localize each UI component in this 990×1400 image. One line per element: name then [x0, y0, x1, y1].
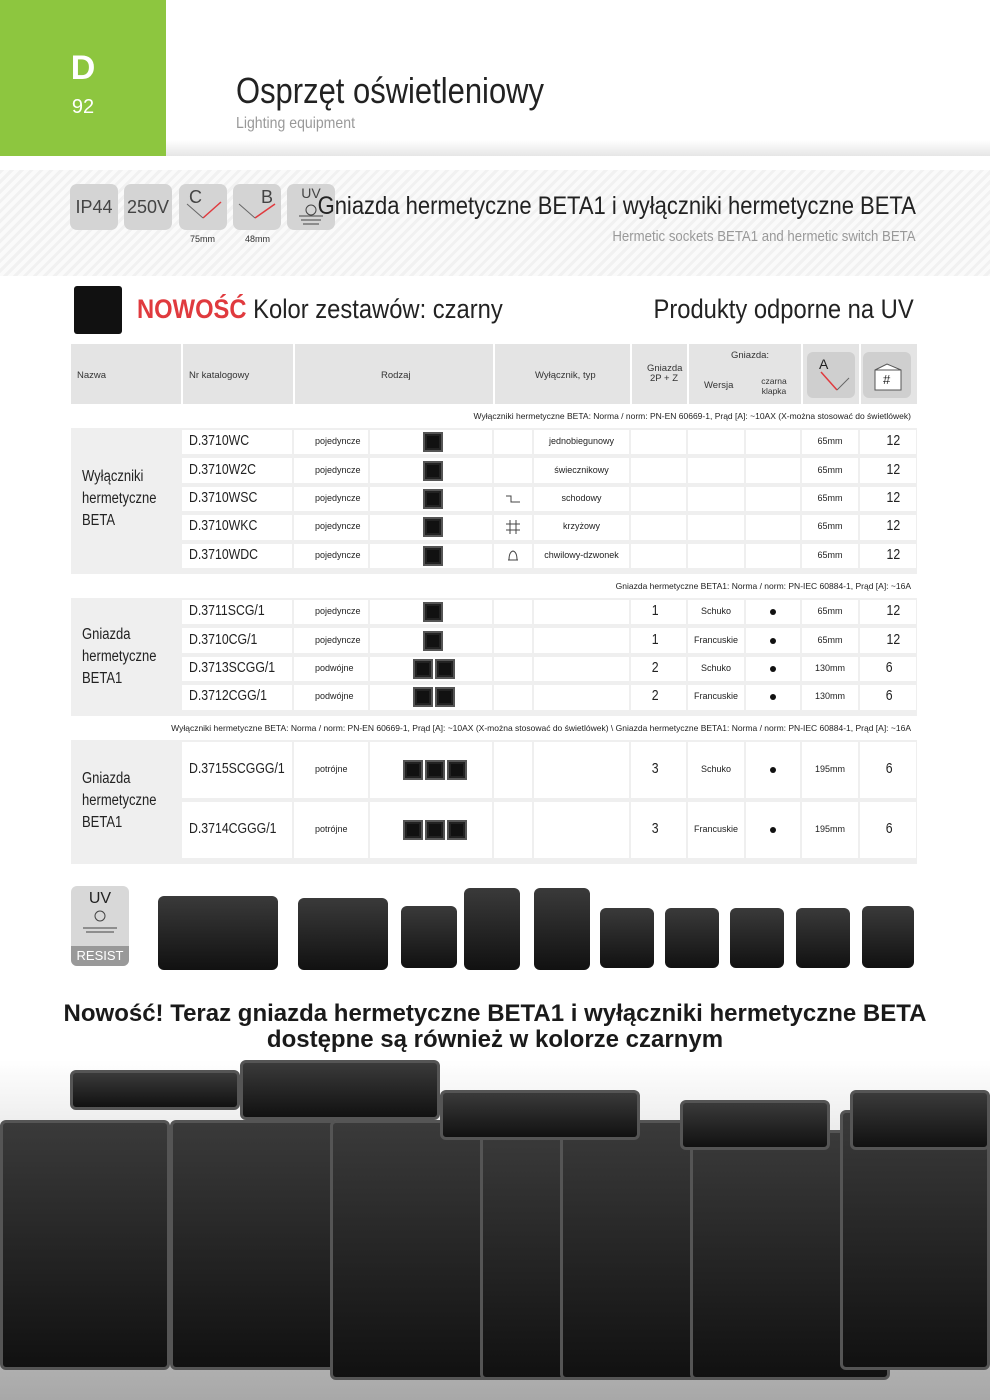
table-cell	[746, 487, 800, 511]
product-image	[862, 906, 914, 968]
kind-label: pojedyncze	[315, 464, 361, 475]
kind-label: pojedyncze	[315, 492, 361, 503]
group-name-line: Gniazda	[82, 770, 131, 787]
kind-label: pojedyncze	[315, 606, 361, 617]
table-cell	[631, 515, 686, 539]
table-cell	[688, 430, 744, 454]
group-name-line: Gniazda	[82, 626, 131, 643]
table-cell	[494, 628, 532, 652]
package-hash: #	[883, 372, 891, 387]
catalog-number: D.3715SCGGG/1	[189, 760, 285, 777]
table-cell	[746, 544, 800, 568]
a-label: A	[819, 356, 829, 372]
product-thumbnail	[447, 820, 467, 840]
page-title: Osprzęt oświetleniowy	[236, 70, 545, 111]
dimension-a-icon	[807, 352, 855, 398]
package-qty: 12	[886, 602, 901, 620]
product-image	[600, 908, 654, 968]
table-cell	[494, 802, 532, 858]
section-tab	[0, 0, 166, 156]
ip44-badge: IP44	[70, 184, 118, 230]
norm-note-combined: Wyłączniki hermetyczne BETA: Norma / norm: PN-EN 60669-1, Prąd [A]: ~10AX (X-można stosować do świetlówek) \ Gniazda hermetyczne BETA1: Norma / norm: PN-IEC 60884-1, Prąd [A]: ~16A	[171, 723, 911, 733]
package-qty: 12	[886, 630, 901, 648]
table-cell	[494, 458, 532, 482]
catalog-number: D.3714CGGG/1	[189, 820, 277, 837]
package-qty: 6	[885, 658, 893, 676]
socket-version: Schuko	[700, 662, 732, 673]
group-name-line: hermetyczne	[82, 648, 157, 665]
product-thumbnail	[423, 602, 443, 622]
catalog-number: D.3710WSC	[189, 488, 258, 506]
switch-type: schodowy	[561, 492, 602, 503]
dimension: 65mm	[817, 521, 843, 532]
package-icon	[863, 352, 911, 398]
socket-count: 2	[651, 687, 659, 705]
photo-socket	[240, 1060, 440, 1120]
table-cell	[688, 515, 744, 539]
socket-count: 1	[651, 602, 659, 620]
col-switch: Wyłącznik, typ	[535, 370, 596, 381]
table-cell	[631, 430, 686, 454]
norm-note-sockets: Gniazda hermetyczne BETA1: Norma / norm: PN-IEC 60884-1, Prąd [A]: ~16A	[615, 581, 911, 591]
flap-dot	[770, 638, 776, 644]
kind-label: potrójne	[315, 764, 348, 774]
uv-label: UV	[301, 185, 321, 201]
socket-count: 3	[651, 760, 659, 777]
dimension: 65mm	[817, 464, 843, 475]
product-image	[665, 908, 719, 968]
socket-version: Francuskie	[693, 824, 738, 834]
catalog-number: D.3710WKC	[189, 517, 258, 535]
product-thumbnail	[403, 820, 423, 840]
product-thumbnail	[423, 461, 443, 481]
product-thumbnail	[413, 687, 433, 707]
group-name-line: BETA1	[82, 670, 123, 687]
table-cell	[494, 685, 532, 709]
uv-badge-bottom: RESIST	[71, 946, 129, 966]
product-image	[298, 898, 388, 970]
flap-dot	[770, 666, 776, 672]
product-thumbnail	[423, 517, 443, 537]
table-row	[71, 485, 917, 513]
group-name-line: BETA	[82, 512, 116, 529]
product-image	[158, 896, 278, 970]
table-cell	[534, 600, 629, 624]
catalog-number: D.3710WDC	[189, 545, 259, 563]
table-cell	[494, 600, 532, 624]
group-name-line: Wyłączniki	[82, 468, 144, 485]
table-cell	[746, 458, 800, 482]
band-subtitle: Hermetic sockets BETA1 and hermetic switch BETA	[612, 228, 916, 245]
b-caption: 48mm	[245, 234, 271, 244]
promo-line-2: dostępne są również w kolorze czarnym	[266, 1026, 724, 1053]
catalog-number: D.3710CG/1	[189, 630, 258, 648]
table-row	[71, 740, 917, 800]
kind-label: potrójne	[315, 824, 348, 834]
photo-socket	[330, 1120, 500, 1380]
table-row	[71, 513, 917, 541]
section-letter: D	[70, 49, 96, 87]
product-thumbnail	[435, 687, 455, 707]
uv-resistant-label: Produkty odporne na UV	[653, 294, 914, 324]
dimension: 65mm	[817, 634, 843, 645]
photo-socket	[680, 1100, 830, 1150]
table-cell	[534, 628, 629, 652]
table-header	[71, 344, 917, 404]
kind-label: pojedyncze	[315, 436, 361, 447]
package-qty: 12	[886, 460, 901, 478]
socket-version: Francuskie	[693, 691, 738, 702]
table-cell	[631, 544, 686, 568]
band-title: Gniazda hermetyczne BETA1 i wyłączniki hermetyczne BETA	[317, 192, 916, 220]
photo-socket	[170, 1120, 340, 1370]
page-number: 92	[71, 96, 95, 118]
catalog-number: D.3710W2C	[189, 460, 256, 478]
kind-label: pojedyncze	[315, 549, 361, 560]
catalog-number: D.3712CGG/1	[189, 687, 267, 705]
group-switches	[71, 428, 917, 574]
package-qty: 6	[885, 820, 893, 837]
table-cell	[688, 458, 744, 482]
switch-type: jednobiegunowy	[548, 436, 615, 447]
product-thumbnail	[423, 432, 443, 452]
table-cell	[534, 685, 629, 709]
group-name-line: hermetyczne	[82, 792, 157, 809]
page-subtitle: Lighting equipment	[236, 115, 355, 132]
b-label: B	[260, 187, 273, 207]
group-sockets	[71, 598, 917, 716]
dimension: 130mm	[814, 691, 845, 702]
table-row	[71, 428, 917, 456]
col-name: Nazwa	[77, 370, 107, 381]
product-thumbnail	[423, 631, 443, 651]
table-row	[71, 683, 917, 711]
table-cell	[534, 742, 629, 798]
table-row	[71, 626, 917, 654]
col-cat: Nr katalogowy	[189, 370, 250, 381]
product-photo	[0, 1060, 990, 1400]
voltage-badge: 250V	[124, 184, 172, 230]
col-flap: czarna klapka	[761, 376, 787, 396]
col-sockets: Gniazda 2P + Z	[647, 363, 683, 384]
table-cell	[494, 742, 532, 798]
photo-socket	[70, 1070, 240, 1110]
catalog-number: D.3713SCGG/1	[189, 658, 276, 676]
switch-type: świecznikowy	[554, 464, 609, 475]
table-cell	[494, 657, 532, 681]
table-cell	[494, 430, 532, 454]
product-thumbnail	[423, 489, 443, 509]
table-row	[71, 800, 917, 860]
b-dimension-icon	[233, 184, 281, 230]
new-text: Kolor zestawów: czarny	[253, 294, 503, 324]
table-cell	[688, 487, 744, 511]
dimension: 65mm	[817, 606, 843, 617]
product-table	[71, 344, 917, 864]
promo-line-1: Nowość! Teraz gniazda hermetyczne BETA1 i wyłączniki hermetyczne BETA	[63, 1000, 927, 1027]
product-thumbnail	[425, 760, 445, 780]
socket-count: 2	[651, 658, 659, 676]
kind-label: podwójne	[315, 691, 354, 702]
col-gniazda: Gniazda:	[731, 350, 770, 361]
product-image	[401, 906, 457, 968]
new-label	[137, 294, 503, 325]
package-qty: 6	[885, 687, 893, 705]
photo-socket	[440, 1090, 640, 1140]
package-qty: 12	[886, 432, 901, 450]
product-image	[464, 888, 520, 970]
dimension: 195mm	[814, 824, 845, 834]
bell-icon	[505, 548, 521, 564]
dimension: 130mm	[814, 662, 845, 673]
cross-icon	[505, 519, 521, 535]
group-name-line: hermetyczne	[82, 490, 157, 507]
photo-socket	[0, 1120, 170, 1370]
table-cell	[534, 802, 629, 858]
norm-note-switches: Wyłączniki hermetyczne BETA: Norma / norm: PN-EN 60669-1, Prąd [A]: ~10AX (X-można stosować do świetlówek)	[473, 411, 911, 421]
product-image	[796, 908, 850, 968]
uv-badge-top: UV	[88, 890, 112, 907]
table-cell	[631, 487, 686, 511]
package-qty: 12	[886, 517, 901, 535]
product-thumbnail	[413, 659, 433, 679]
socket-version: Schuko	[700, 764, 732, 774]
c-dimension-icon	[179, 184, 227, 230]
product-thumbnail	[403, 760, 423, 780]
table-row	[71, 542, 917, 570]
table-cell	[534, 657, 629, 681]
product-thumbnail	[447, 760, 467, 780]
switch-type: krzyżowy	[562, 521, 600, 532]
product-band	[0, 170, 990, 276]
col-kind: Rodzaj	[381, 370, 411, 381]
uv-resist-badge	[71, 886, 129, 966]
table-row	[71, 655, 917, 683]
c-label: C	[189, 187, 202, 207]
new-highlight: NOWOŚĆ	[137, 294, 247, 324]
table-cell	[746, 515, 800, 539]
product-thumbnail	[435, 659, 455, 679]
photo-socket	[850, 1090, 990, 1150]
flap-dot	[770, 767, 776, 773]
c-caption: 75mm	[190, 234, 216, 244]
dimension: 65mm	[817, 492, 843, 503]
kind-label: pojedyncze	[315, 521, 361, 532]
package-qty: 12	[886, 488, 901, 506]
kind-label: podwójne	[315, 662, 354, 673]
product-image	[730, 908, 784, 968]
package-qty: 6	[885, 760, 893, 777]
catalog-number: D.3711SCG/1	[189, 602, 265, 620]
socket-count: 1	[651, 630, 659, 648]
table-cell	[631, 458, 686, 482]
package-qty: 12	[886, 545, 901, 563]
table-cell	[688, 544, 744, 568]
dimension: 65mm	[817, 549, 843, 560]
table-cell	[746, 430, 800, 454]
table-row	[71, 456, 917, 484]
product-thumbnail	[425, 820, 445, 840]
flap-dot	[770, 827, 776, 833]
group-name-line: BETA1	[82, 814, 123, 831]
switch-type: chwilowy-dzwonek	[544, 549, 619, 560]
socket-version: Schuko	[700, 606, 732, 617]
dimension: 65mm	[817, 436, 843, 447]
dimension: 195mm	[814, 764, 845, 774]
color-swatch	[74, 286, 122, 334]
table-row	[71, 598, 917, 626]
socket-version: Francuskie	[693, 634, 738, 645]
product-thumbnail	[423, 546, 443, 566]
socket-count: 3	[651, 820, 659, 837]
catalog-number: D.3710WC	[189, 432, 250, 450]
header-divider	[166, 140, 990, 156]
kind-label: pojedyncze	[315, 634, 361, 645]
group-sockets-triple	[71, 740, 917, 864]
product-image	[534, 888, 590, 970]
stair-icon	[505, 491, 521, 507]
col-version: Wersja	[704, 380, 734, 391]
